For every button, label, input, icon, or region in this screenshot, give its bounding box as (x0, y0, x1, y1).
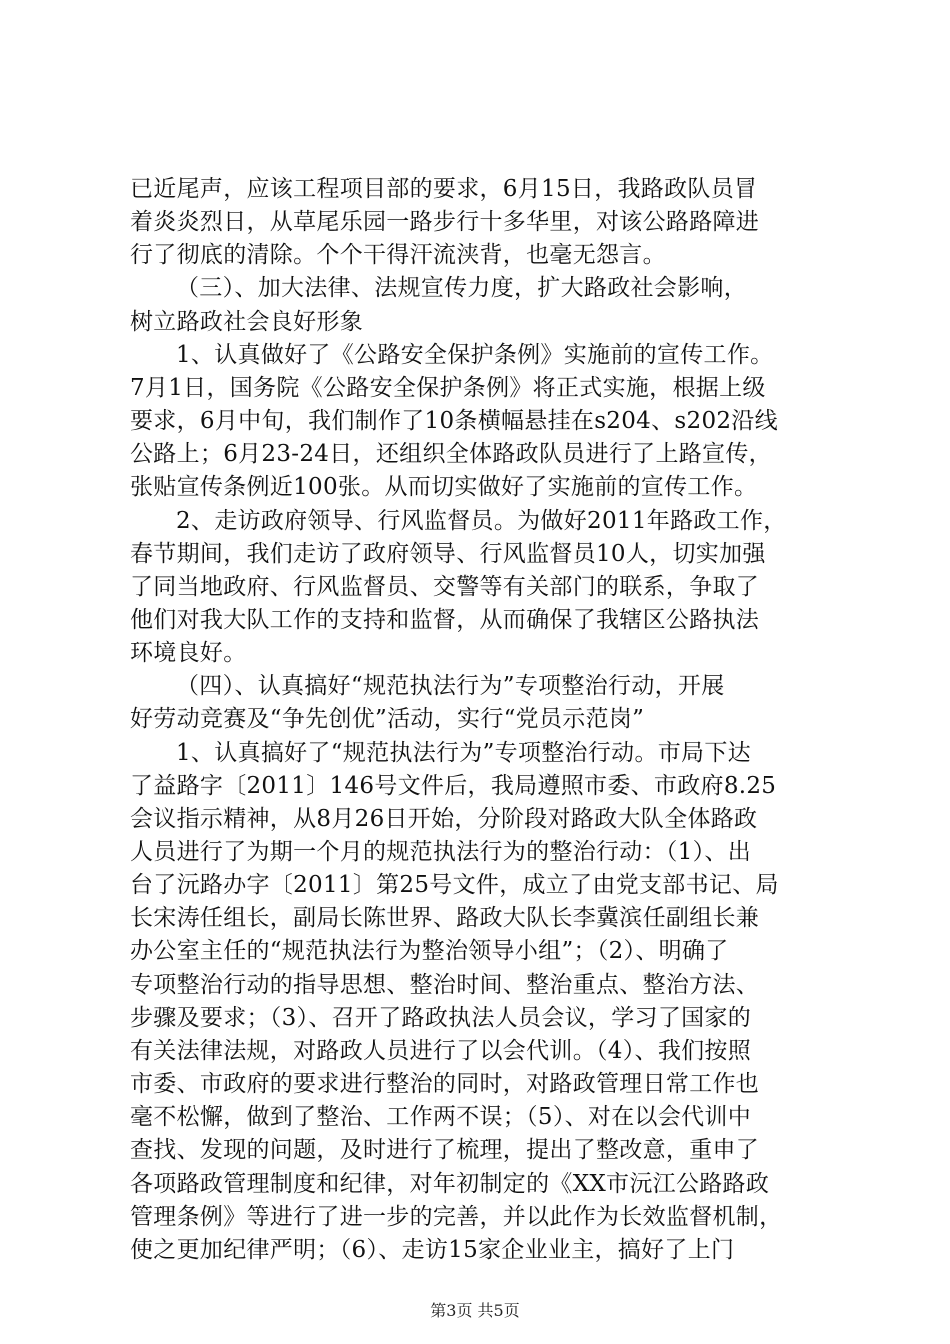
text-line: 要求，6月中旬，我们制作了10条横幅悬挂在s204、s202沿线 (130, 408, 778, 435)
text-line: 1、认真搞好了“规范执法行为”专项整治行动。市局下达 (176, 739, 751, 766)
text-line: 使之更加纪律严明；（6）、走访15家企业业主，搞好了上门 (130, 1236, 735, 1263)
text-line: 查找、发现的问题，及时进行了梳理，提出了整改意，重申了 (130, 1137, 760, 1164)
text-line: 公路上；6月23-24日，还组织全体路政队员进行了上路宣传， (130, 441, 772, 468)
text-line: 2、走访政府领导、行风监督员。为做好2011年路政工作， (176, 507, 787, 534)
section-heading-line: 好劳动竞赛及“争先创优”活动，实行“党员示范岗” (130, 706, 645, 733)
text-line: 管理条例》等进行了进一步的完善，并以此作为长效监督机制， (130, 1203, 783, 1230)
text-line: 着炎炎烈日，从草尾乐园一路步行十多华里，对该公路路障进 (130, 209, 760, 236)
text-line: 行了彻底的清除。个个干得汗流浃背，也毫无怨言。 (130, 242, 666, 269)
text-line: 市委、市政府的要求进行整治的同时，对路政管理日常工作也 (130, 1071, 760, 1098)
text-line: 春节期间，我们走访了政府领导、行风监督员10人，切实加强 (130, 540, 766, 567)
text-line: 环境良好。 (130, 640, 247, 667)
text-line: 会议指示精神，从8月26日开始，分阶段对路政大队全体路政 (130, 805, 758, 832)
text-line: 有关法律法规，对路政人员进行了以会代训。（4）、我们按照 (130, 1037, 752, 1064)
text-line: 毫不松懈，做到了整治、工作两不误；（5）、对在以会代训中 (130, 1104, 752, 1131)
text-line: 长宋涛任组长，副局长陈世界、路政大队长李冀滨任副组长兼 (130, 905, 760, 932)
text-line: 人员进行了为期一个月的规范执法行为的整治行动：（1）、出 (130, 839, 752, 865)
text-line: 台了沅路办字〔2011〕第25号文件，成立了由党支部书记、局 (130, 872, 779, 899)
text-line: 了益路字〔2011〕146号文件后，我局遵照市委、市政府8.25 (130, 772, 777, 799)
section-heading-line: 树立路政社会良好形象 (130, 308, 363, 335)
section-heading-line: （四）、认真搞好“规范执法行为”专项整治行动，开展 (176, 673, 725, 700)
section-heading-line: （三）、加大法律、法规宣传力度，扩大路政社会影响， (176, 275, 747, 302)
text-line: 1、认真做好了《公路安全保护条例》实施前的宣传工作。 (176, 341, 774, 368)
text-line: 他们对我大队工作的支持和监督，从而确保了我辖区公路执法 (130, 606, 760, 633)
page-number-footer: 第3页 共5页 (430, 1301, 520, 1320)
text-line: 已近尾声，应该工程项目部的要求，6月15日，我路政队员冒 (130, 176, 758, 202)
text-line: 张贴宣传条例近100张。从而切实做好了实施前的宣传工作。 (130, 474, 758, 501)
text-line: 办公室主任的“规范执法行为整治领导小组”；（2）、明确了 (130, 938, 729, 965)
text-line: 7月1日，国务院《公路安全保护条例》将正式实施，根据上级 (130, 374, 766, 401)
text-line: 专项整治行动的指导思想、整治时间、整治重点、整治方法、 (130, 971, 760, 998)
text-line: 步骤及要求；（3）、召开了路政执法人员会议，学习了国家的 (130, 1004, 752, 1031)
text-line: 了同当地政府、行风监督员、交警等有关部门的联系，争取了 (130, 573, 760, 600)
text-line: 各项路政管理制度和纪律，对年初制定的《XX市沅江公路路政 (130, 1170, 770, 1197)
